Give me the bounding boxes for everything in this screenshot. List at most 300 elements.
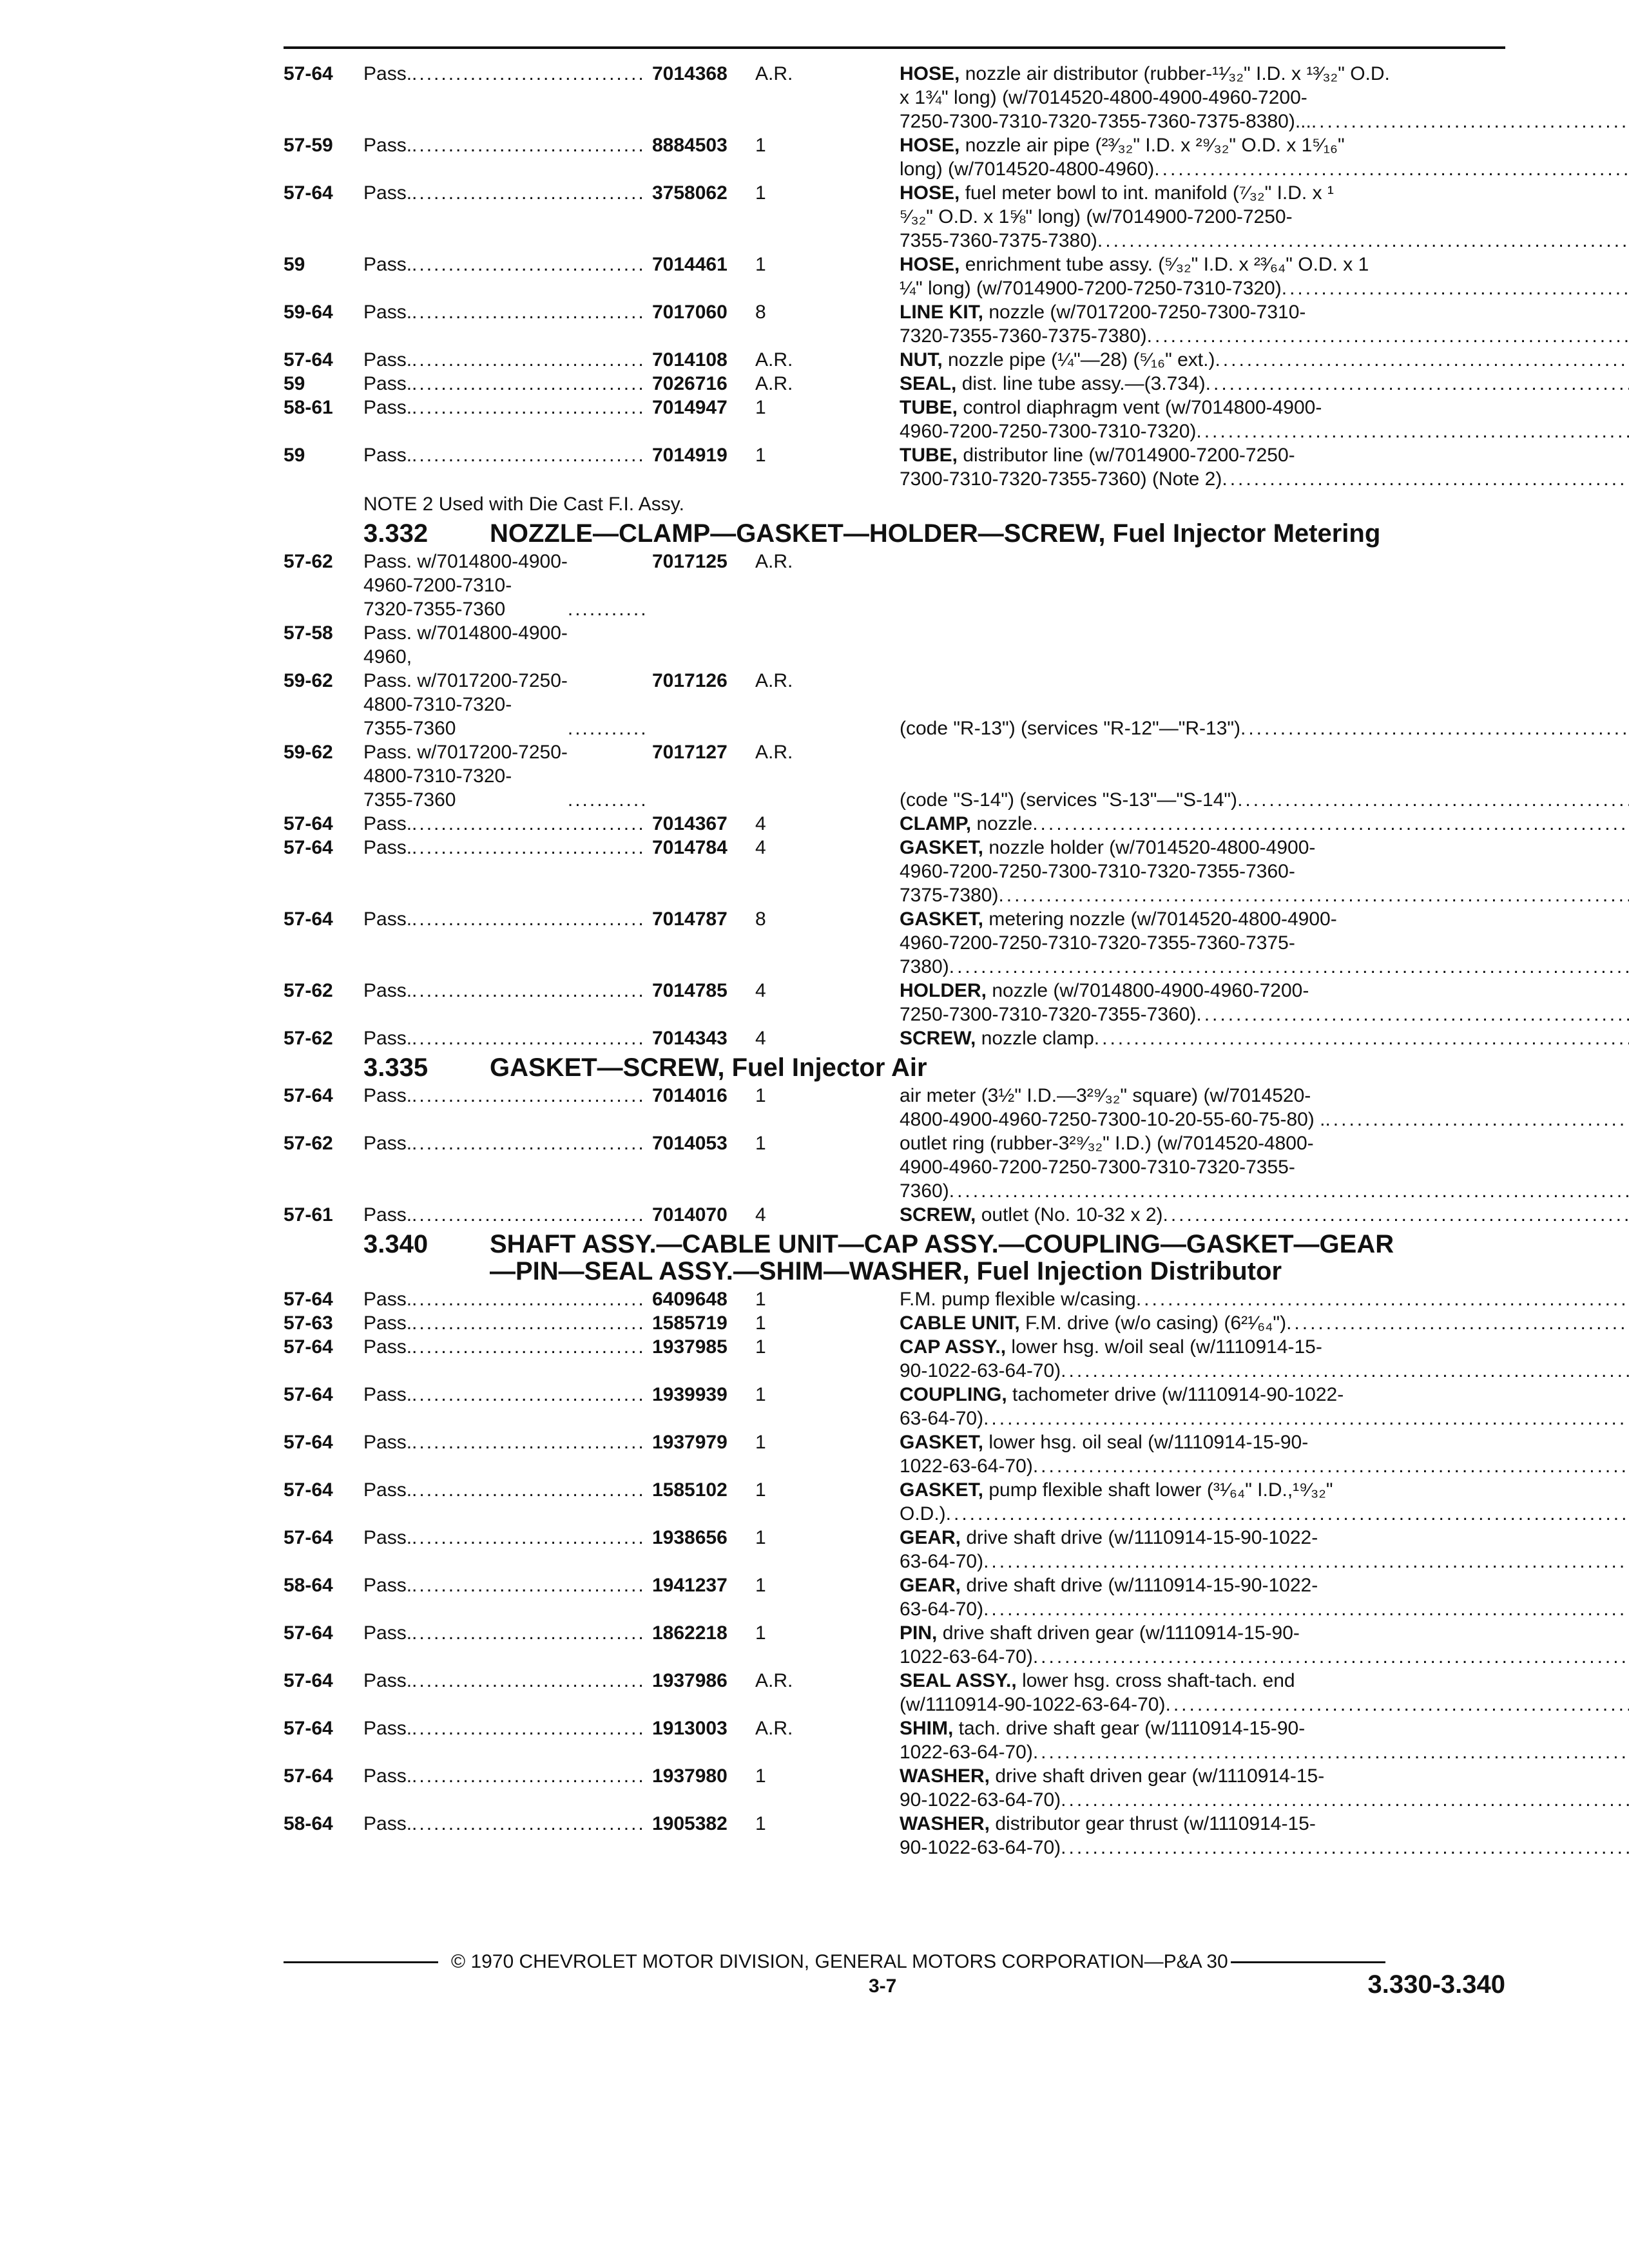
description-line xyxy=(900,324,1629,348)
dot-leader xyxy=(412,133,647,157)
model-cell xyxy=(363,348,647,372)
description-line xyxy=(900,1597,1629,1621)
part-number: 1585102 xyxy=(652,1479,728,1501)
item-detail: F.M. drive (w/o casing) (6²¹⁄₆₄") xyxy=(1019,1312,1287,1334)
model-years: 59 xyxy=(284,254,305,275)
dot-leader xyxy=(1206,372,1629,396)
item-name: GASKET, xyxy=(900,837,984,858)
item-detail: distributor gear thrust (w/1110914-15- xyxy=(990,1813,1316,1834)
part-number: 1937985 xyxy=(652,1336,728,1358)
description-text xyxy=(900,253,1369,276)
part-row xyxy=(284,1430,1505,1478)
description-text xyxy=(900,1740,1033,1764)
part-description xyxy=(900,1311,1629,1335)
description-line xyxy=(900,1026,1629,1050)
part-description xyxy=(900,1203,1629,1227)
description-text xyxy=(900,205,1293,229)
description-text xyxy=(900,812,1032,836)
quantity: A.R. xyxy=(755,349,793,370)
model-cell xyxy=(363,979,647,1003)
model-label: Pass. xyxy=(363,1527,412,1548)
model-cell xyxy=(363,62,647,86)
item-name: SCREW, xyxy=(900,1028,976,1049)
model-years: 57-64 xyxy=(284,837,333,858)
item-detail: 1022-63-64-70) xyxy=(900,1646,1033,1667)
part-number: 3758062 xyxy=(652,182,728,204)
hose-tube-group xyxy=(284,62,1505,491)
part-number: 7014070 xyxy=(652,1204,728,1225)
item-detail: 7375-7380) xyxy=(900,885,999,906)
model-cell xyxy=(363,1526,647,1550)
model-label: Pass. w/7017200-7250- 4800-7310-7320- 7355-7360 xyxy=(363,742,568,811)
section-heading xyxy=(363,520,1505,547)
model-label: Pass. xyxy=(363,1384,412,1405)
item-detail: outlet ring (rubber-3²⁹⁄₃₂" I.D.) (w/7014520-4800- xyxy=(900,1133,1314,1154)
dot-leader xyxy=(412,1335,647,1359)
description-line xyxy=(900,1693,1629,1716)
description-line xyxy=(900,1359,1629,1383)
dot-leader xyxy=(412,300,647,324)
model-years: 57-64 xyxy=(284,1085,333,1106)
part-row xyxy=(284,1203,1505,1227)
part-number: 7014343 xyxy=(652,1028,728,1049)
parts-listing xyxy=(284,62,1505,1860)
quantity: 8 xyxy=(755,302,766,323)
part-row xyxy=(284,907,1505,979)
description-line xyxy=(900,419,1629,443)
part-description xyxy=(900,1383,1629,1430)
item-name: PIN, xyxy=(900,1622,938,1644)
item-name: CABLE UNIT, xyxy=(900,1312,1020,1334)
item-name: GASKET, xyxy=(900,1432,984,1453)
description-line xyxy=(900,1836,1629,1860)
item-detail: lower hsg. oil seal (w/1110914-15-90- xyxy=(983,1432,1309,1453)
dot-leader xyxy=(412,1716,647,1740)
item-detail: 7320-7355-7360-7375-7380) xyxy=(900,325,1147,347)
model-years: 59-62 xyxy=(284,670,333,691)
item-name: HOLDER, xyxy=(900,980,987,1001)
gasket-screw-group xyxy=(284,1084,1505,1227)
description-text xyxy=(900,1502,946,1526)
description-text xyxy=(900,62,1390,86)
item-detail: drive shaft drive (w/1110914-15-90-1022- xyxy=(961,1527,1318,1548)
part-row xyxy=(284,669,1505,740)
quantity: A.R. xyxy=(755,742,793,763)
part-row xyxy=(284,1716,1505,1764)
model-label: Pass. xyxy=(363,349,412,370)
dot-leader xyxy=(412,396,647,419)
dot-leader xyxy=(1094,1026,1629,1050)
part-number: 1937986 xyxy=(652,1670,728,1691)
section-number: 3.340 xyxy=(363,1230,429,1258)
dot-leader xyxy=(412,979,647,1003)
quantity: 1 xyxy=(755,1384,766,1405)
description-text xyxy=(900,133,1345,157)
part-row xyxy=(284,396,1505,443)
quantity: A.R. xyxy=(755,1670,793,1691)
note-2: NOTE 2 Used with Die Cast F.I. Assy. xyxy=(363,494,684,515)
part-number: 1905382 xyxy=(652,1813,728,1834)
quantity: 4 xyxy=(755,837,766,858)
part-number: 7017060 xyxy=(652,302,728,323)
model-label: Pass. xyxy=(363,1432,412,1453)
copyright-notice: © 1970 CHEVROLET MOTOR DIVISION, GENERAL MOTORS CORPORATION—P&A 30 xyxy=(451,1951,1228,1972)
description-line xyxy=(900,1550,1629,1573)
quantity: 1 xyxy=(755,1479,766,1501)
dot-leader xyxy=(1136,1287,1629,1311)
part-row xyxy=(284,1311,1505,1335)
item-detail: nozzle xyxy=(971,813,1033,834)
item-name: HOSE, xyxy=(900,182,960,204)
dot-leader xyxy=(1166,1693,1629,1716)
item-name: NUT, xyxy=(900,349,943,370)
item-detail: 4960-7200-7250-7300-7310-7320-7355-7360- xyxy=(900,861,1295,882)
part-number: 7014461 xyxy=(652,254,728,275)
part-description xyxy=(900,348,1629,372)
model-label: Pass. xyxy=(363,1289,412,1310)
part-description xyxy=(900,62,1629,133)
item-detail: drive shaft drive (w/1110914-15-90-1022- xyxy=(961,1575,1318,1596)
model-cell xyxy=(363,1383,647,1407)
description-line xyxy=(900,1669,1629,1693)
item-detail: F.M. pump flexible w/casing xyxy=(900,1289,1136,1310)
model-years: 57-64 xyxy=(284,1289,333,1310)
part-row xyxy=(284,812,1505,836)
dot-leader xyxy=(1311,110,1629,133)
part-description xyxy=(900,1084,1629,1131)
description-line xyxy=(900,1788,1629,1812)
part-description xyxy=(900,907,1629,979)
model-cell xyxy=(363,1084,647,1108)
part-description xyxy=(900,300,1629,348)
part-number: 8884503 xyxy=(652,135,728,156)
part-number: 7014053 xyxy=(652,1133,728,1154)
description-line xyxy=(900,1131,1629,1155)
description-text xyxy=(900,955,949,979)
section-heading xyxy=(363,1054,1505,1081)
spacer xyxy=(900,693,1629,716)
description-line xyxy=(900,860,1629,883)
item-detail: 4900-4960-7200-7250-7300-7310-7320-7355- xyxy=(900,1157,1295,1178)
item-detail: long) (w/7014520-4800-4960) xyxy=(900,159,1155,180)
part-number: 1939939 xyxy=(652,1384,728,1405)
item-detail: 63-64-70) xyxy=(900,1408,984,1429)
dot-leader xyxy=(412,812,647,836)
dot-leader xyxy=(412,372,647,396)
dot-leader xyxy=(412,1203,647,1227)
description-line xyxy=(900,979,1629,1003)
description-line xyxy=(900,1287,1629,1311)
description-text xyxy=(900,1788,1061,1812)
model-cell xyxy=(363,1131,647,1155)
description-text xyxy=(900,276,1282,300)
description-text xyxy=(900,1836,1061,1860)
model-label: Pass. xyxy=(363,63,412,84)
description-line xyxy=(900,205,1629,229)
section-number: 3.332 xyxy=(363,519,429,548)
model-cell xyxy=(363,812,647,836)
description-line xyxy=(900,443,1629,467)
item-detail: nozzle pipe (¼"—28) (⁵⁄₁₆" ext.) xyxy=(942,349,1215,370)
quantity: 1 xyxy=(755,1527,766,1548)
dot-leader xyxy=(983,1597,1629,1621)
description-line xyxy=(900,1108,1629,1131)
description-line xyxy=(900,1179,1629,1203)
model-cell xyxy=(363,1335,647,1359)
model-label: Pass. xyxy=(363,1312,412,1334)
part-description xyxy=(900,1764,1629,1812)
model-label: Pass. xyxy=(363,445,412,466)
dot-leader xyxy=(1237,788,1629,812)
quantity: 1 xyxy=(755,1813,766,1834)
item-name: SEAL, xyxy=(900,373,957,394)
description-text xyxy=(900,1597,983,1621)
spacer xyxy=(900,740,1629,764)
description-line xyxy=(900,836,1629,860)
description-text xyxy=(900,1812,1316,1836)
item-detail: 7300-7310-7320-7355-7360) (Note 2) xyxy=(900,468,1222,490)
item-name: LINE KIT, xyxy=(900,302,984,323)
model-years: 57-64 xyxy=(284,1718,333,1739)
item-detail: ⁵⁄₃₂" O.D. x 1⅝" long) (w/7014900-7200-7250- xyxy=(900,206,1293,227)
part-row xyxy=(284,836,1505,907)
model-years: 59 xyxy=(284,373,305,394)
item-detail: lower hsg. w/oil seal (w/1110914-15- xyxy=(1006,1336,1322,1358)
dot-leader xyxy=(1032,812,1629,836)
dot-leader xyxy=(983,1407,1629,1430)
part-row xyxy=(284,1026,1505,1050)
model-cell xyxy=(363,1764,647,1788)
model-years: 59-64 xyxy=(284,302,333,323)
dot-leader xyxy=(412,62,647,86)
description-line xyxy=(900,300,1629,324)
dot-leader xyxy=(949,1179,1629,1203)
description-line xyxy=(900,181,1629,205)
model-label: Pass. xyxy=(363,1133,412,1154)
model-label: Pass. xyxy=(363,980,412,1001)
item-name: SHIM, xyxy=(900,1718,954,1739)
description-text xyxy=(900,348,1215,372)
item-detail: 63-64-70) xyxy=(900,1599,984,1620)
model-years: 57-62 xyxy=(284,980,333,1001)
model-cell xyxy=(363,621,647,669)
model-label: Pass. xyxy=(363,302,412,323)
item-name: TUBE, xyxy=(900,397,958,418)
model-years: 57-62 xyxy=(284,1028,333,1049)
description-text xyxy=(900,1764,1324,1788)
section-range: 3.330-3.340 xyxy=(1367,1970,1505,1999)
dot-leader xyxy=(1286,1311,1629,1335)
description-text xyxy=(900,467,1222,491)
model-cell xyxy=(363,1573,647,1597)
model-cell xyxy=(363,1311,647,1335)
quantity: 1 xyxy=(755,1085,766,1106)
item-detail: drive shaft driven gear (w/1110914-15- xyxy=(990,1765,1325,1787)
model-cell xyxy=(363,443,647,467)
model-years: 57-64 xyxy=(284,1336,333,1358)
model-cell xyxy=(363,550,647,621)
quantity: 8 xyxy=(755,908,766,930)
item-detail: tach. drive shaft gear (w/1110914-15-90- xyxy=(953,1718,1306,1739)
item-name: SEAL ASSY., xyxy=(900,1670,1017,1691)
description-text xyxy=(900,1287,1136,1311)
part-row xyxy=(284,300,1505,348)
part-description xyxy=(900,740,1629,812)
quantity: 1 xyxy=(755,1622,766,1644)
description-line xyxy=(900,1335,1629,1359)
model-cell xyxy=(363,1669,647,1693)
description-line xyxy=(900,1383,1629,1407)
part-description xyxy=(900,1287,1629,1311)
section-heading xyxy=(363,1231,1505,1285)
description-line xyxy=(900,1084,1629,1108)
description-line xyxy=(900,133,1629,157)
description-text xyxy=(900,1621,1300,1645)
dot-leader xyxy=(412,181,647,205)
part-row xyxy=(284,621,1505,669)
description-line xyxy=(900,1764,1629,1788)
description-text xyxy=(900,396,1322,419)
part-row xyxy=(284,1621,1505,1669)
dot-leader xyxy=(412,443,647,467)
dot-leader xyxy=(998,883,1629,907)
model-years: 57-64 xyxy=(284,1765,333,1787)
spacer xyxy=(900,764,1629,788)
description-text xyxy=(900,300,1306,324)
item-detail: (code "R-13") (services "R-12"—"R-13") xyxy=(900,718,1241,739)
dot-leader xyxy=(568,788,647,812)
description-text xyxy=(900,716,1240,740)
item-name: HOSE, xyxy=(900,135,960,156)
dot-leader xyxy=(1196,419,1629,443)
model-cell xyxy=(363,372,647,396)
description-text xyxy=(900,1155,1295,1179)
model-years: 59 xyxy=(284,445,305,466)
item-detail: 7360) xyxy=(900,1180,949,1202)
model-label: Pass. xyxy=(363,1575,412,1596)
description-line xyxy=(900,1716,1629,1740)
dot-leader xyxy=(949,955,1629,979)
quantity: A.R. xyxy=(755,1718,793,1739)
description-line xyxy=(900,812,1629,836)
model-cell xyxy=(363,740,647,812)
dot-leader xyxy=(1325,1108,1629,1131)
model-cell xyxy=(363,1203,647,1227)
description-text xyxy=(900,419,1196,443)
quantity: 1 xyxy=(755,397,766,418)
item-detail: 90-1022-63-64-70) xyxy=(900,1360,1061,1381)
item-detail: air meter (3½" I.D.—3²⁹⁄₃₂" square) (w/7014520- xyxy=(900,1085,1311,1106)
model-years: 59-62 xyxy=(284,742,333,763)
model-years: 57-62 xyxy=(284,1133,333,1154)
item-name: HOSE, xyxy=(900,63,960,84)
model-label: Pass. xyxy=(363,1765,412,1787)
item-detail: outlet (No. 10-32 x 2) xyxy=(976,1204,1163,1225)
model-cell xyxy=(363,181,647,205)
part-description xyxy=(900,1716,1629,1764)
quantity: 1 xyxy=(755,1312,766,1334)
model-years: 58-64 xyxy=(284,1813,333,1834)
model-years: 57-63 xyxy=(284,1312,333,1334)
description-text xyxy=(900,1573,1318,1597)
item-detail: 7380) xyxy=(900,956,949,977)
quantity: 4 xyxy=(755,1028,766,1049)
model-cell xyxy=(363,1812,647,1836)
model-years: 57-64 xyxy=(284,63,333,84)
model-label: Pass. w/7014800-4900- 4960-7200-7310- 7320-7355-7360 xyxy=(363,551,568,620)
description-line xyxy=(900,1526,1629,1550)
item-name: GASKET, xyxy=(900,1479,984,1501)
description-line xyxy=(900,907,1629,931)
item-detail: 7250-7300-7310-7320-7355-7360) xyxy=(900,1004,1197,1025)
part-number: 1585719 xyxy=(652,1312,728,1334)
part-row xyxy=(284,1764,1505,1812)
part-description xyxy=(900,1430,1629,1478)
description-line xyxy=(900,276,1629,300)
dot-leader xyxy=(1240,716,1629,740)
dot-leader xyxy=(1061,1359,1629,1383)
part-row xyxy=(284,740,1505,812)
part-description xyxy=(900,372,1629,396)
part-description xyxy=(900,669,1629,740)
description-line xyxy=(900,229,1629,253)
item-name: GEAR, xyxy=(900,1527,961,1548)
part-description xyxy=(900,1131,1629,1203)
part-number: 7014108 xyxy=(652,349,728,370)
model-years: 57-64 xyxy=(284,1479,333,1501)
dot-leader xyxy=(1033,1645,1629,1669)
description-line xyxy=(900,253,1629,276)
dot-leader xyxy=(412,1526,647,1550)
part-description xyxy=(900,133,1629,181)
model-years: 57-62 xyxy=(284,551,333,572)
description-text xyxy=(900,181,1334,205)
quantity: A.R. xyxy=(755,63,793,84)
description-text xyxy=(900,907,1337,931)
item-detail: nozzle air distributor (rubber-¹¹⁄₃₂" I.D. x ¹³⁄₃₂" O.D. xyxy=(959,63,1390,84)
description-line xyxy=(900,955,1629,979)
spacer xyxy=(900,669,1629,693)
dot-leader xyxy=(1215,348,1629,372)
top-rule xyxy=(284,46,1505,49)
description-text xyxy=(900,860,1295,883)
part-number: 7014919 xyxy=(652,445,728,466)
description-line xyxy=(900,1573,1629,1597)
part-row xyxy=(284,62,1505,133)
part-row xyxy=(284,1669,1505,1716)
part-description xyxy=(900,1335,1629,1383)
model-label: Pass. xyxy=(363,135,412,156)
item-detail: 63-64-70) xyxy=(900,1551,984,1572)
dot-leader xyxy=(412,1812,647,1836)
model-cell xyxy=(363,1430,647,1454)
model-years: 57-64 xyxy=(284,349,333,370)
item-detail: 4960-7200-7250-7300-7310-7320) xyxy=(900,421,1197,442)
part-row xyxy=(284,1812,1505,1860)
description-text xyxy=(900,1478,1333,1502)
part-row xyxy=(284,133,1505,181)
item-detail: (w/1110914-90-1022-63-64-70) xyxy=(900,1694,1166,1715)
dot-leader xyxy=(412,1287,647,1311)
section-title: SHAFT ASSY.—CABLE UNIT—CAP ASSY.—COUPLING—GASKET—GEAR —PIN—SEAL ASSY.—SHIM—WASHER, Fuel Injection Distributor xyxy=(490,1230,1394,1285)
item-detail: metering nozzle (w/7014520-4800-4900- xyxy=(983,908,1337,930)
model-years: 57-58 xyxy=(284,622,333,644)
quantity: 1 xyxy=(755,1336,766,1358)
item-name: GEAR, xyxy=(900,1575,961,1596)
part-row xyxy=(284,1131,1505,1203)
model-label: Pass. xyxy=(363,1204,412,1225)
dot-leader xyxy=(412,1573,647,1597)
